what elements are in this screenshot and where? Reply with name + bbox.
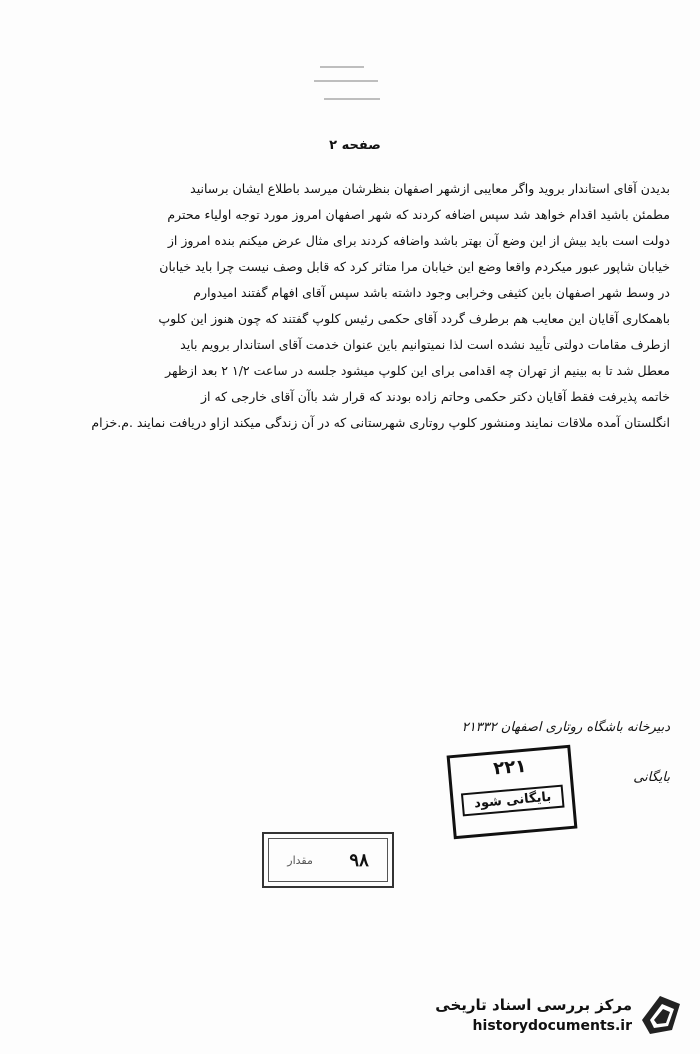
- handwritten-line: دبیرخانه باشگاه روتاری اصفهان ۲۱۳۳۲: [461, 720, 670, 735]
- watermark: [430, 990, 690, 1050]
- body-line: ازطرف مقامات دولتی تأیید نشده است لذا نمیتوانیم باین عنوان خدمت آقای استاندار برویم باید: [180, 337, 670, 352]
- filing-stamp: [262, 832, 394, 888]
- page-number: صفحه ۲: [329, 138, 381, 153]
- body-line: باهمکاری آقایان این معایب هم برطرف گردد آقای حکمی رئیس کلوپ گفتند که چون هنوز این کلوپ: [158, 311, 670, 326]
- body-line: خیابان شاپور عبور میکردم واقعا وضع این خیابان مرا متاثر کرد که قابل وصف نیست چرا باید خیابان: [159, 259, 670, 274]
- watermark-url: historydocuments.ir: [472, 1018, 632, 1034]
- body-line: خاتمه پذیرفت فقط آقایان دکتر حکمی وحاتم زاده بودند که قرار شد باآن آقای خارجی که از: [200, 389, 670, 404]
- body-line: مطمئن باشید اقدام خواهد شد سپس اضافه کردند که شهر اصفهان امروز مورد توجه اولیاء محترم: [167, 207, 670, 222]
- body-line: بدیدن آقای استاندار بروید واگر معایبی ازشهر اصفهان بنظرشان میرسد باطلاع ایشان برسانید: [190, 181, 670, 196]
- body-line: انگلستان آمده ملاقات نمایند ومنشور کلوپ روتاری شهرستانی که در آن زندگی میکند ازاو دریافت نمایند .م.خزام: [91, 415, 670, 430]
- handwritten-line: بایگانی: [633, 770, 670, 785]
- stamp-number: ۲۲۱: [492, 755, 528, 780]
- body-line: معطل شد تا به بینیم از تهران چه اقدامی برای این کلوپ میشود جلسه در ساعت ۱/۲ ۲ بعد ازظهر: [165, 363, 670, 378]
- watermark-title: مرکز بررسی اسناد تاریخی: [435, 996, 632, 1014]
- filing-label: مقدار: [287, 853, 313, 867]
- stamp-text: بایگانی شود: [461, 785, 565, 817]
- body-line: دولت است باید بیش از این وضع آن بهتر باشد واضافه کردند برای مثال عرض میکنم بنده امروز از: [167, 233, 670, 248]
- archive-logo-icon: [636, 990, 686, 1040]
- document-body: [30, 176, 670, 436]
- faded-header-stamp: [310, 58, 390, 116]
- handwritten-annotation: [400, 712, 670, 842]
- registration-stamp: [447, 745, 578, 839]
- filing-number: ۹۸: [349, 849, 369, 871]
- body-line: در وسط شهر اصفهان باین کثیفی وخرابی وجود داشته باشد سپس آقای افهام گفتند امیدوارم: [193, 285, 670, 300]
